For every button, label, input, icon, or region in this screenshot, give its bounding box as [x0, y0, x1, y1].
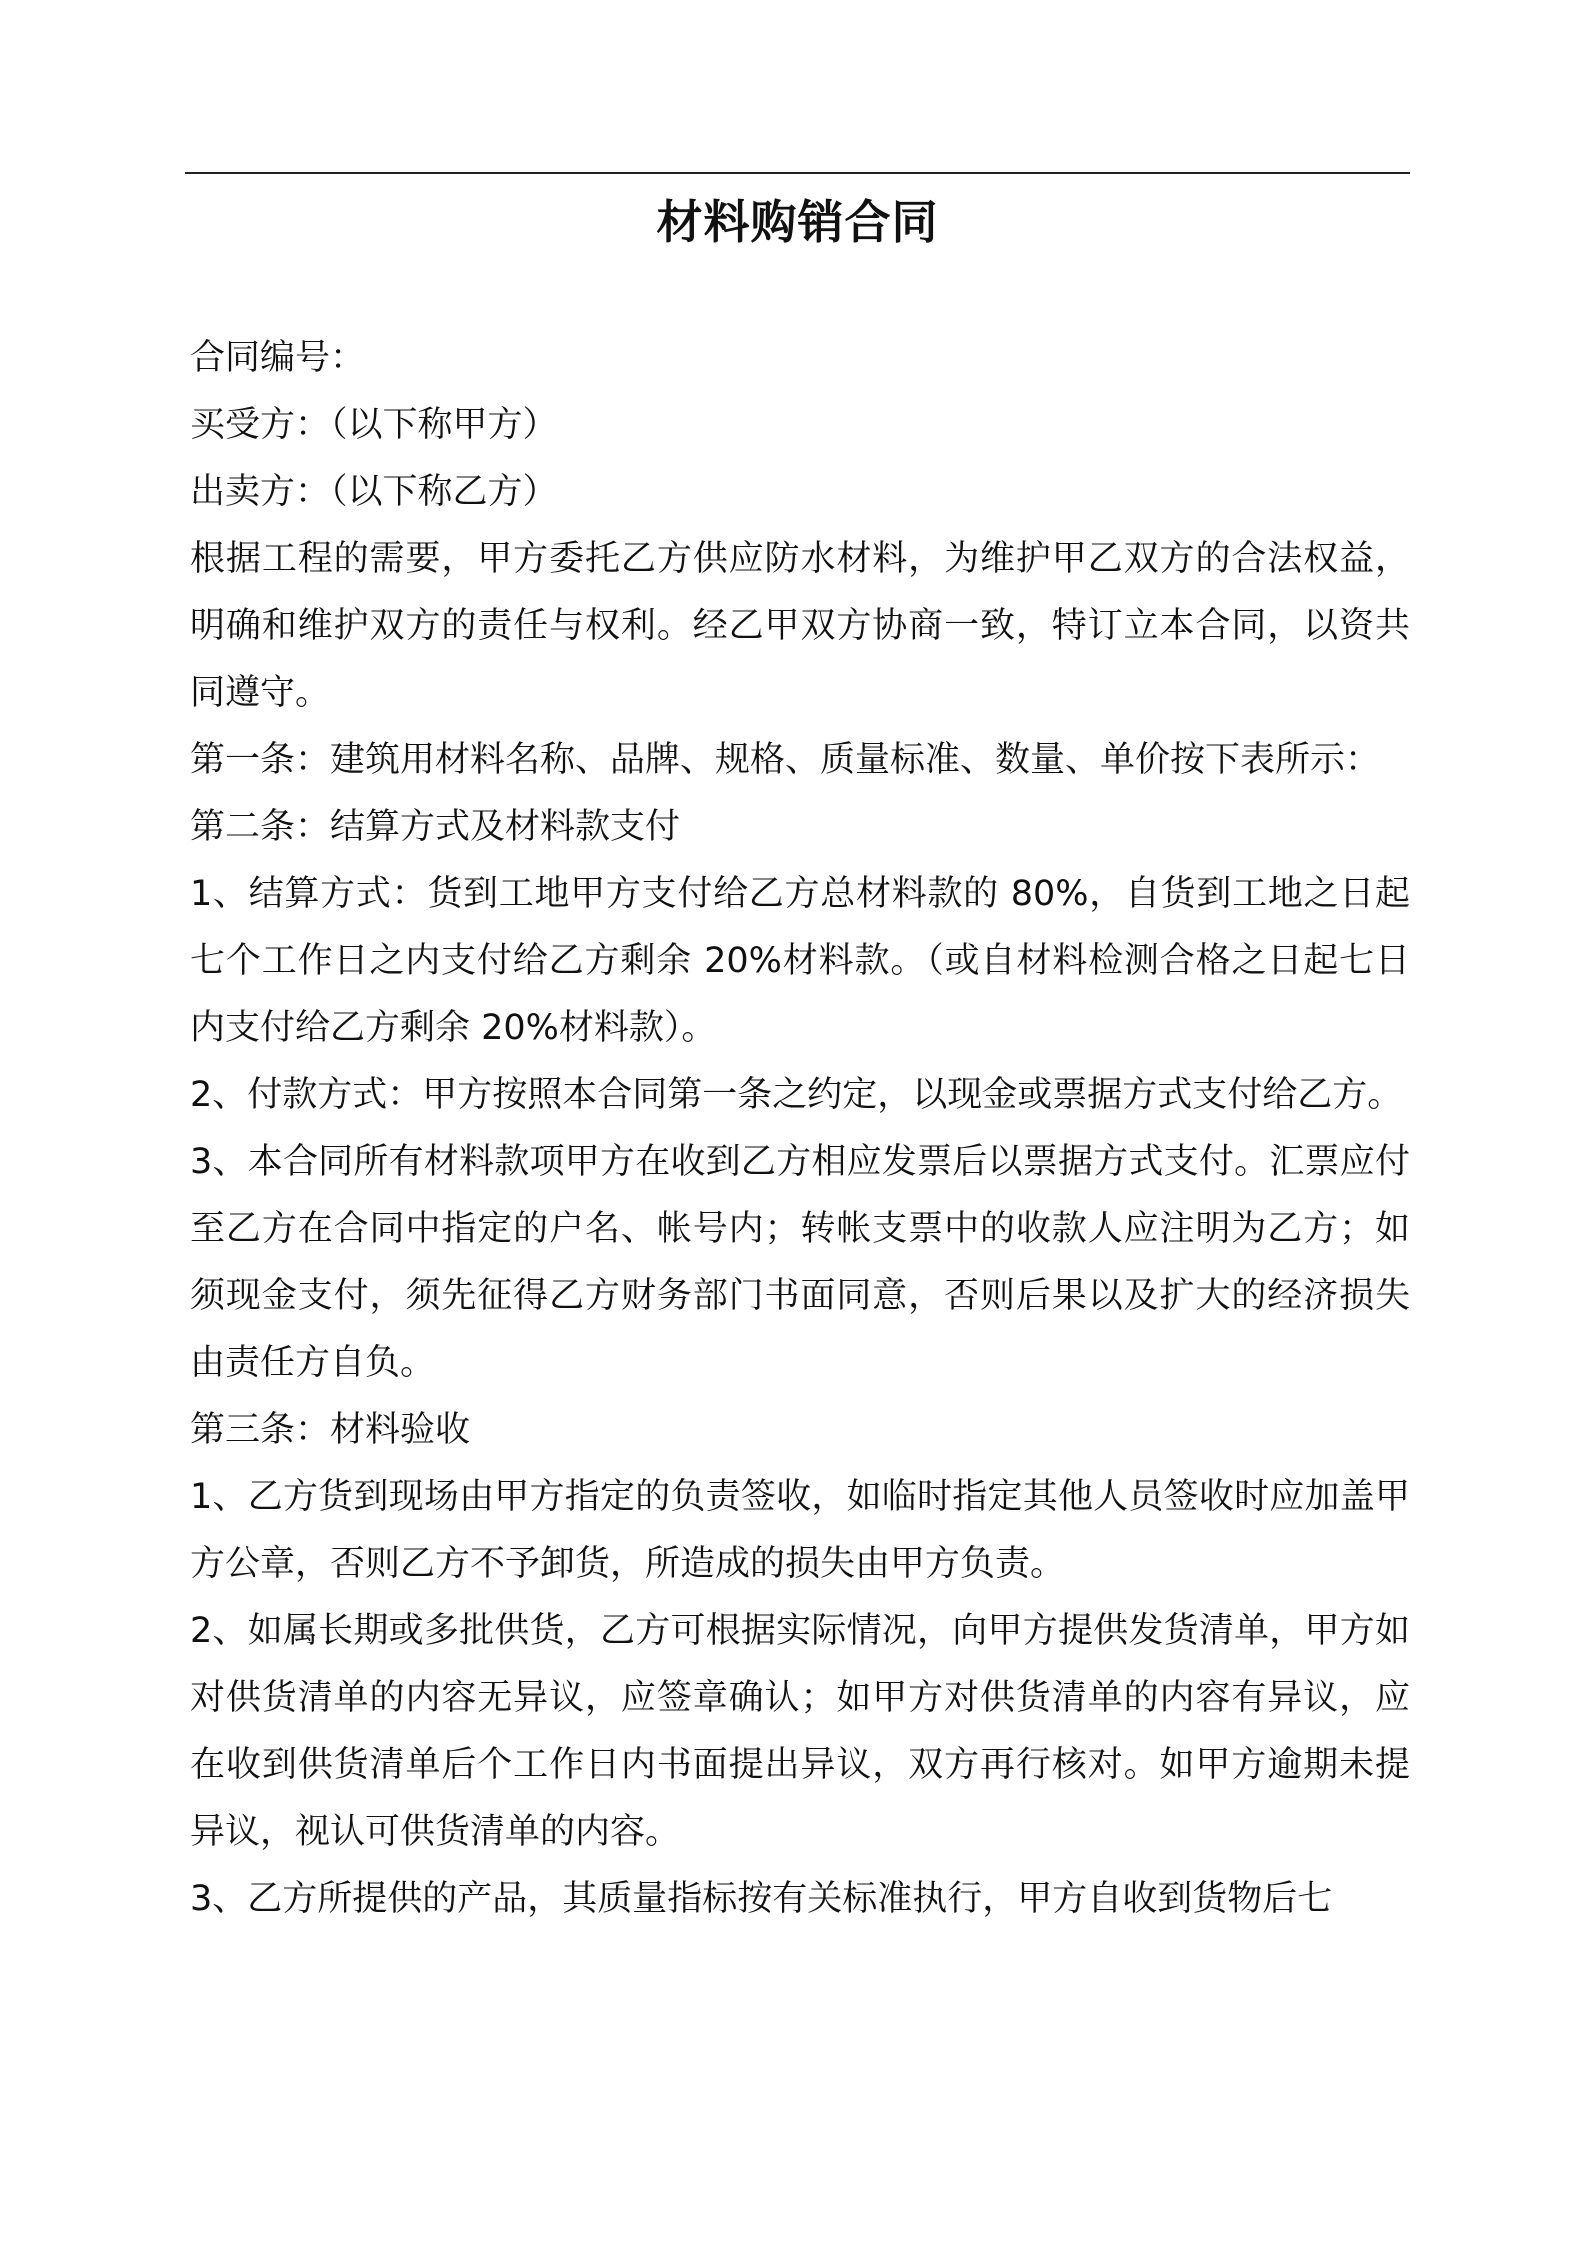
article-three-item-2: 2、如属长期或多批供货，乙方可根据实际情况，向甲方提供发货清单，甲方如对供货清单的内容无异议，应签章确认；如甲方对供货清单的内容有异议，应在收到供货清单后个工作日内书面提出异议，双方再行核对。如甲方逾期未提异议，视认可供货清单的内容。 — [190, 1611, 1410, 1852]
article-two-item-3: 3、本合同所有材料款项甲方在收到乙方相应发票后以票据方式支付。汇票应付至乙方在合同中指定的户名、帐号内；转帐支票中的收款人应注明为乙方；如须现金支付，须先征得乙方财务部门书面同意，否则后果以及扩大的经济损失由责任方自负。 — [190, 1142, 1410, 1383]
article-two-heading: 第二条：结算方式及材料款支付 — [190, 807, 681, 847]
buyer-line: 买受方：（以下称甲方） — [190, 405, 558, 445]
contract-number-line: 合同编号： — [190, 338, 366, 378]
preamble-paragraph: 根据工程的需要，甲方委托乙方供应防水材料，为维护甲乙双方的合法权益，明确和维护双方的责任与权利。经乙甲双方协商一致，特订立本合同，以资共同遵守。 — [190, 539, 1410, 713]
article-three-item-1: 1、乙方货到现场由甲方指定的负责签收，如临时指定其他人员签收时应加盖甲方公章，否则乙方不予卸货，所造成的损失由甲方负责。 — [190, 1477, 1410, 1584]
article-two-item-2: 2、付款方式：甲方按照本合同第一条之约定，以现金或票据方式支付给乙方。 — [190, 1075, 1403, 1115]
document-title: 材料购销合同 — [656, 195, 939, 249]
document-body — [190, 325, 1410, 1933]
article-three-item-3: 3、乙方所提供的产品，其质量指标按有关标准执行，甲方自收到货物后七 — [190, 1879, 1333, 1919]
article-one: 第一条：建筑用材料名称、品牌、规格、质量标准、数量、单价按下表所示： — [190, 740, 1381, 780]
article-two-item-1: 1、结算方式：货到工地甲方支付给乙方总材料款的 80%，自货到工地之日起七个工作日之内支付给乙方剩余 20%材料款。（或自材料检测合格之日起七日内支付给乙方剩余 20%材料款）。 — [190, 874, 1410, 1048]
seller-line: 出卖方：（以下称乙方） — [190, 472, 558, 512]
header-rule — [185, 172, 1410, 174]
article-three-heading: 第三条：材料验收 — [190, 1410, 471, 1450]
